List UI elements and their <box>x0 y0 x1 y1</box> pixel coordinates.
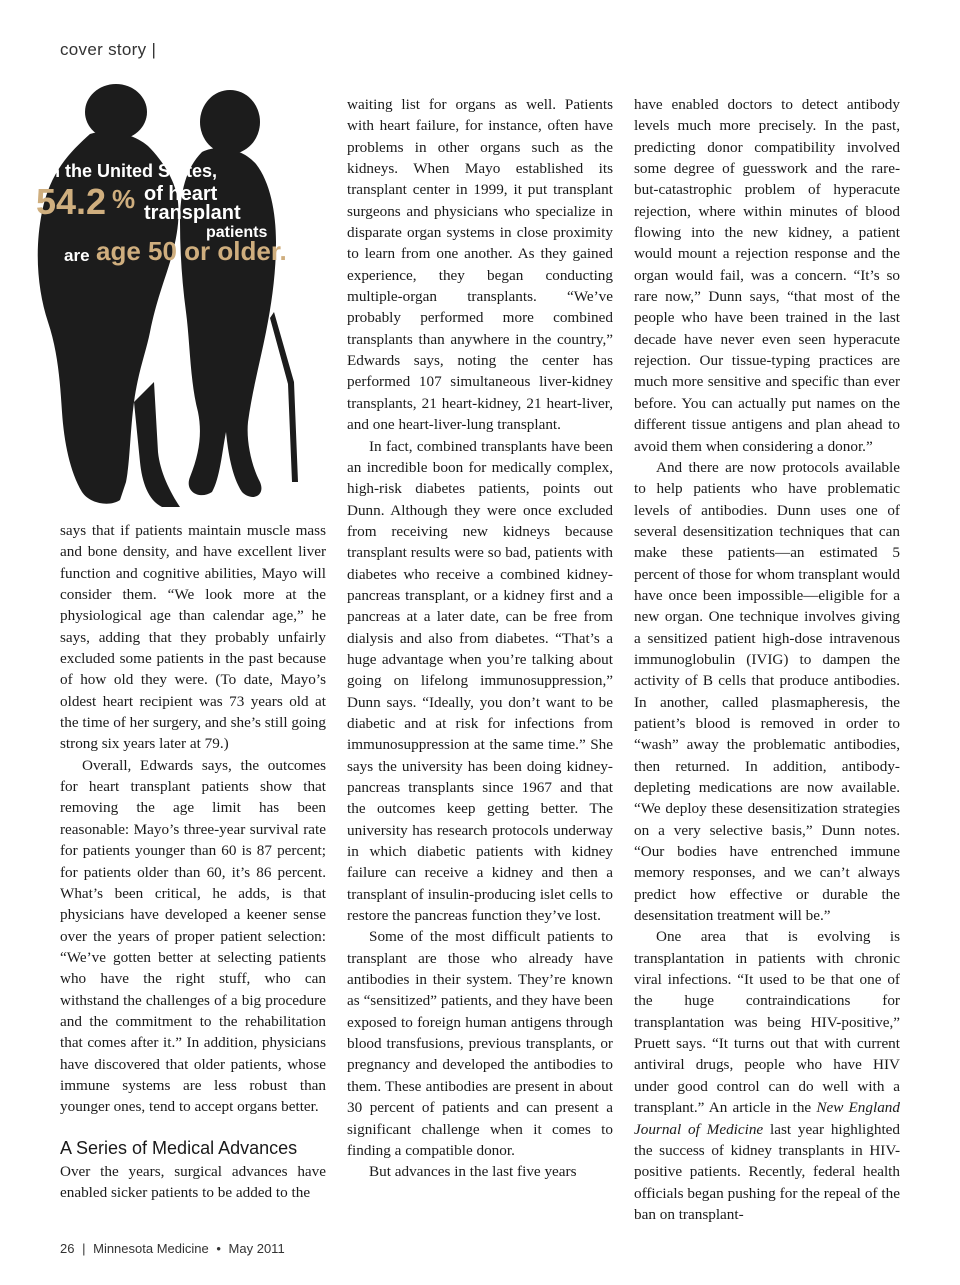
paragraph-text: last year highlighted the success of kidney transplants in HIV-positive patients. Recently, federal health officials began pushing for the repeal of the ban on transplant- <box>634 1120 901 1223</box>
issue-date: May 2011 <box>228 1241 285 1256</box>
article-column-1 <box>60 520 326 1204</box>
footer-bullet: • <box>216 1241 221 1256</box>
section-label: cover story | <box>60 40 157 59</box>
paragraph <box>634 926 900 1225</box>
article-column-3 <box>634 94 900 1225</box>
callout-line-1: In the United States, <box>44 161 218 181</box>
callout-line-2: of heart <box>144 183 218 205</box>
callout-line-5-highlight: age 50 or older. <box>96 236 287 266</box>
paragraph: waiting list for organs as well. Patients with heart failure, for instance, often have problems in other organs such as the kidneys. When Mayo established its transplant center in 1999, it put transplant surgeons and physicians who specialize in disparate organ systems in close proximity to learn from one another. As they gained experience, they began conducting multiple-organ transplants. “We’ve probably performed more combined transplants than anywhere in the country,” Edwards says, noting the center has performed 107 simultaneous liver-kidney transplants, 21 heart-kidney, 21 heart-liver, and one heart-liver-lung transplant. <box>347 96 613 434</box>
paragraph: Some of the most difficult patients to transplant are those who already have antibodies in their system. They’re known as “sensitized” patients, and they have been exposed to foreign human antigens through blood transfusions, previous transplants, or pregnancy and developed the antibodies to them. These antibodies are present in about 30 percent of patients and can present a significant challenge when it comes to finding a compatible donor. <box>347 928 613 1159</box>
paragraph: says that if patients maintain muscle mass and bone density, and have excellent liver function and cognitive abilities, Mayo will consider them. “We look more at the physiological age than calendar age,” he says, adding that they probably unfairly excluded some patients in the past because of how old they were. (To date, Mayo’s oldest heart recipient was 73 years old at the time of her surgery, and she’s still going strong six years later at 79.) <box>60 522 326 753</box>
elderly-couple-silhouette-image <box>30 82 330 517</box>
section-heading: A Series of Medical Advances <box>60 1137 298 1158</box>
callout-line-4: patients <box>206 224 268 241</box>
paragraph: But advances in the last five years <box>369 1163 577 1181</box>
paragraph: Overall, Edwards says, the outcomes for heart transplant patients show that removing the age limit has been reasonable: Mayo’s three-year survival rate for patients younger than 60 is 87 percent; for patients older than 60, it’s 86 percent. What’s been critical, he adds, is that physicians have developed a keener sense over the years of proper patient selection: “We’ve gotten better at selecting patients who have the right stuff, who can withstand the challenges of a big procedure and the commitment to the rehabilitation that comes after it.” In addition, physicians have discovered that older patients, whose immune systems are less robust than younger ones, tend to accept organs better. <box>60 756 326 1116</box>
hero-graphic <box>30 82 330 517</box>
callout-line-5-prefix: are <box>64 246 90 265</box>
paragraph-text: One area that is evolving is transplantation in patients with chronic viral infections. “It used to be that one of the huge contraindications for transplantation was being HIV-positive,” Pruett says. “It turns out that with current antiviral drugs, people who have HIV under good control can do well with a transplant.” An article in the <box>634 928 900 1117</box>
callout-statistic: 54.2 <box>36 181 107 222</box>
paragraph: In fact, combined transplants have been an incredible boon for medically complex, high-risk diabetes patients, points out Dunn. Although they were once excluded from receiving new kidneys because transplant results were so bad, patients with diabetes who receive a combined kidney-pancreas transplant, or a kidney first and a pancreas at a later date, can be free from dialysis and also from diabetes. “That’s a huge advantage when you’re talking about going on lifelong immunosuppression,” Dunn says. “Ideally, you don’t want to be diabetic and at risk for infections from immunosuppression at the same time.” She says the university has been doing kidney-pancreas transplants since 1967 and that the outcomes keep getting better. The university has research protocols underway in which diabetic patients with kidney failure can receive a kidney and then a transplant of insulin-producing islet cells to restore the pancreas function they’ve lost. <box>347 437 613 925</box>
page-footer <box>60 1241 289 1256</box>
publication-name: Minnesota Medicine <box>93 1241 209 1256</box>
footer-separator: | <box>82 1241 86 1256</box>
paragraph: And there are now protocols available to help patients who have problematic levels of antibodies. Dunn uses one of several desensitization techniques that can make these patients—an estimated 5 percent of those for whom transplant would have once been impossible—eligible for a new organ. One technique involves giving a sensitized patient high-dose intravenous immunoglobulin (IVIG) to dampen the activity of B cells that produce antibodies. In another, called plasmapheresis, the patient’s blood is removed in order to “wash” away the problematic antibodies, then returned. In addition, antibody-depleting medications are now available. “We deploy these desensitization strategies on a very selective basis,” Dunn notes. “Our bodies have entrenched immune memory responses, and we can’t always predict how effective or durable the desensitation treatment will be.” <box>634 458 900 925</box>
paragraph: Over the years, surgical advances have enabled sicker patients to be added to the <box>60 1162 326 1202</box>
article-column-2 <box>347 94 613 1183</box>
page-number: 26 <box>60 1241 75 1256</box>
callout-percent-sign: % <box>112 184 136 214</box>
callout-line-3: transplant <box>144 202 241 224</box>
paragraph: have enabled doctors to detect antibody levels much more precisely. In the past, predicting donor compatibility involved some degree of guesswork and the rare-but-catastrophic problem of hyperacute rejection, where within minutes of blood flowing into the new kidney, a patient would mount a rejection response and the organ would fail, was a concern. “It’s so rare now,” Dunn says, “that most of the people who have been trained in the last decade have never even seen hyperacute rejection. Our tissue-typing practices are much more sensitive and specific than ever before. You can actually put names on the different tissue antigens and plan ahead to avoid them when considering a donor.” <box>634 96 900 455</box>
journal-title: New England Journal of Medicine <box>634 1099 900 1138</box>
